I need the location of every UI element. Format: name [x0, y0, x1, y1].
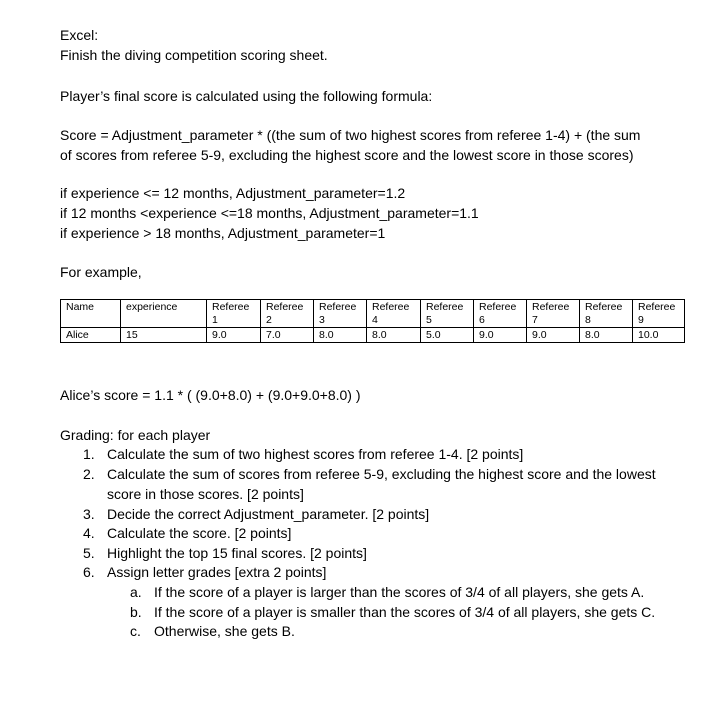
- cell-name: Alice: [61, 328, 121, 343]
- header-cell-referee-8: Referee 8: [580, 300, 633, 328]
- example-label: For example,: [60, 264, 142, 280]
- header-cell-referee-1: Referee 1: [207, 300, 261, 328]
- header-cell-referee-4: Referee 4: [367, 300, 421, 328]
- example-result: Alice’s score = 1.1 * ( (9.0+8.0) + (9.0+9.0+8.0) ): [60, 387, 361, 403]
- cell-experience: 15: [121, 328, 207, 343]
- cell-referee-3: 8.0: [314, 328, 367, 343]
- cell-referee-7: 9.0: [527, 328, 580, 343]
- cell-referee-1: 9.0: [207, 328, 261, 343]
- header-cell-referee-5: Referee 5: [421, 300, 474, 328]
- formula-line-2: of scores from referee 5-9, excluding the highest score and the lowest score in those scores): [60, 147, 634, 163]
- header-cell-referee-3: Referee 3: [314, 300, 367, 328]
- header-cell-referee-6: Referee 6: [474, 300, 527, 328]
- formula-intro: Player’s final score is calculated using the following formula:: [60, 88, 433, 104]
- example-scoring-table: [60, 299, 685, 343]
- cell-referee-9: 10.0: [633, 328, 685, 343]
- header-cell-name: Name: [61, 300, 121, 328]
- table-header-row: [61, 300, 685, 328]
- condition-2: if 12 months <experience <=18 months, Adjustment_parameter=1.1: [60, 205, 479, 221]
- header-cell-referee-2: Referee 2: [261, 300, 314, 328]
- formula-line-1: Score = Adjustment_parameter * ((the sum of two highest scores from referee 1-4) + (the sum: [60, 127, 641, 143]
- intro-heading: Excel:: [60, 27, 99, 43]
- condition-3: if experience > 18 months, Adjustment_parameter=1: [60, 225, 386, 241]
- header-cell-referee-7: Referee 7: [527, 300, 580, 328]
- cell-referee-4: 8.0: [367, 328, 421, 343]
- intro-instruction: Finish the diving competition scoring sheet.: [60, 47, 328, 63]
- header-cell-referee-9: Referee 9: [633, 300, 685, 328]
- cell-referee-2: 7.0: [261, 328, 314, 343]
- cell-referee-8: 8.0: [580, 328, 633, 343]
- table-row: [61, 328, 685, 343]
- cell-referee-6: 9.0: [474, 328, 527, 343]
- cell-referee-5: 5.0: [421, 328, 474, 343]
- condition-1: if experience <= 12 months, Adjustment_parameter=1.2: [60, 185, 406, 201]
- grading-title: Grading: for each player: [60, 427, 211, 443]
- header-cell-experience: experience: [121, 300, 207, 328]
